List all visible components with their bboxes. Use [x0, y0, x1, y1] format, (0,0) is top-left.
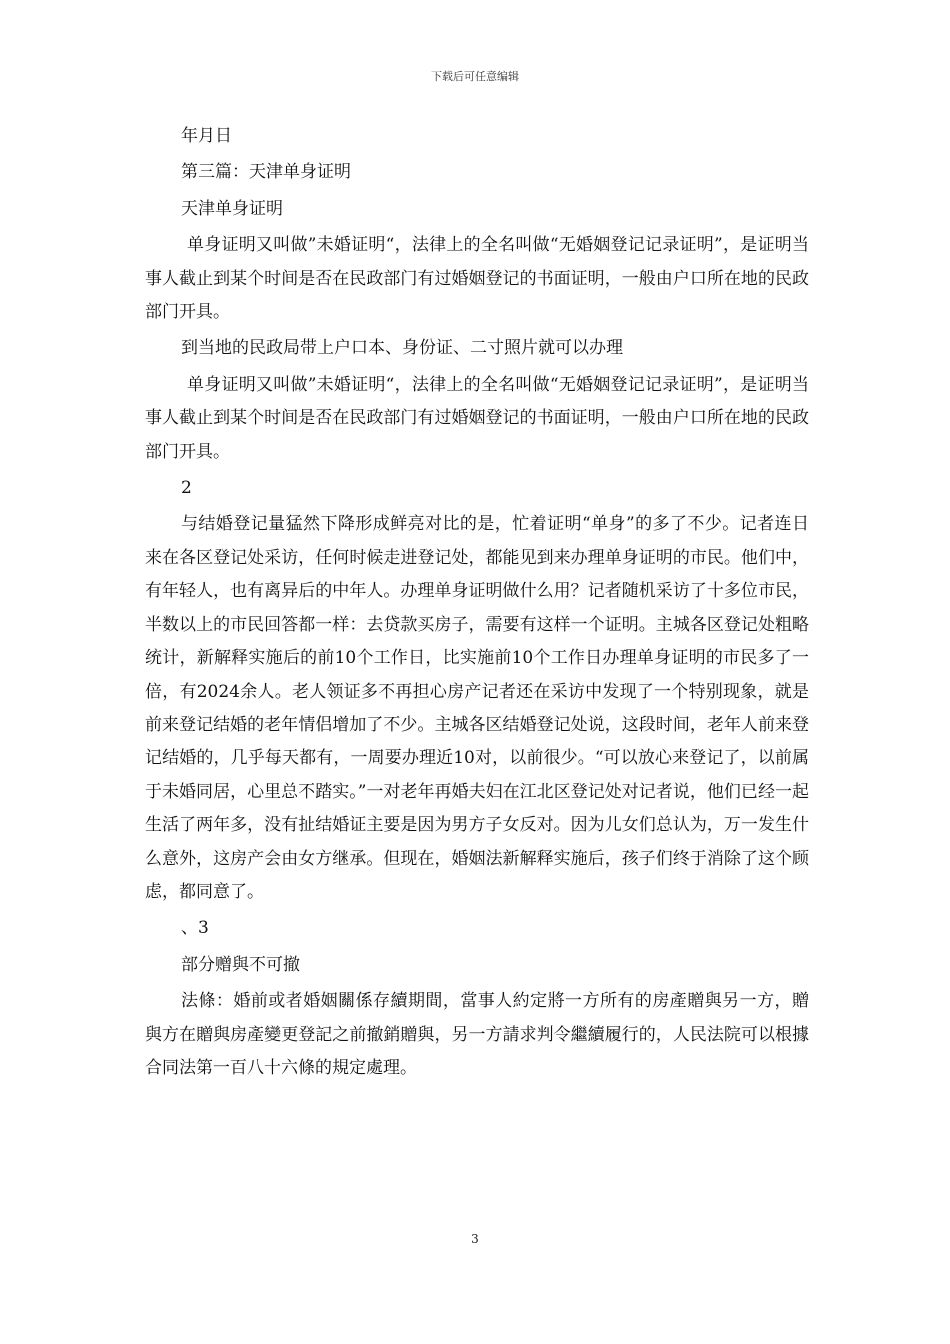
page-number: 3	[471, 1232, 479, 1246]
section-title: 天津单身证明	[181, 198, 283, 219]
date-line: 年月日	[181, 126, 232, 146]
paragraph-procedure: 到当地的民政局带上户口本、身份证、二寸照片就可以办理	[181, 338, 623, 359]
item-number-2: 2	[181, 478, 192, 499]
paragraph-news-report: 与结婚登记量猛然下降形成鲜亮对比的是，忙着证明“单身”的多了不少。记者连日来在各区登记处采访，任何时候走进登记处，都能见到来办理单身证明的市民。他们中，有年轻人，也有离异后的中年人。办理单身证明做什么用？记者随机采访了十多位市民，半数以上的市民回答都一样：去贷款买房子，需要有这样一个证明。主城各区登记处粗略统计，新解释实施后的前10个工作日，比实施前10个工作日办理单身证明的市民多了一倍，有2024余人。老人领证多不再担心房产记者还在采访中发现了一个特别现象，就是前来登记结婚的老年情侣增加了不少。主城各区结婚登记处说，这段时间，老年人前来登记结婚的，几乎每天都有，一周要办理近10对，以前很少。“可以放心来登记了，以前属于未婚同居，心里总不踏实。”一对老年再婚夫妇在江北区登记处对记者说，他们已经一起生活了两年多，没有扯结婚证主要是因为男方子女反对。因为儿女们总认为，万一发生什么意外，这房产会由女方继承。但现在，婚姻法新解释实施后，孩子们终于消除了这个顾虑，都同意了。	[145, 514, 809, 902]
item-number-3: 、3	[181, 918, 209, 939]
subheading-gift: 部分赠與不可撤	[181, 954, 300, 975]
section-heading: 第三篇：天津单身证明	[181, 162, 351, 183]
paragraph-legal-clause: 法條：婚前或者婚姻關係存續期間，當事人約定將一方所有的房產贈與另一方，贈與方在贈與房產變更登記之前撤銷贈與，另一方請求判令繼續履行的，人民法院可以根據合同法第一百八十六條的規定處理。	[145, 991, 809, 1078]
page-header: 下载后可任意编辑	[431, 70, 519, 83]
document-body	[145, 120, 809, 1088]
paragraph-definition: 单身证明又叫做”未婚证明“，法律上的全名叫做“无婚姻登记记录证明”，是证明当事人截止到某个时间是否在民政部门有过婚姻登记的书面证明，一般由户口所在地的民政部门开具。	[145, 235, 809, 323]
paragraph-definition-repeat: 单身证明又叫做”未婚证明“，法律上的全名叫做“无婚姻登记记录证明”，是证明当事人截止到某个时间是否在民政部门有过婚姻登记的书面证明，一般由户口所在地的民政部门开具。	[145, 374, 809, 462]
